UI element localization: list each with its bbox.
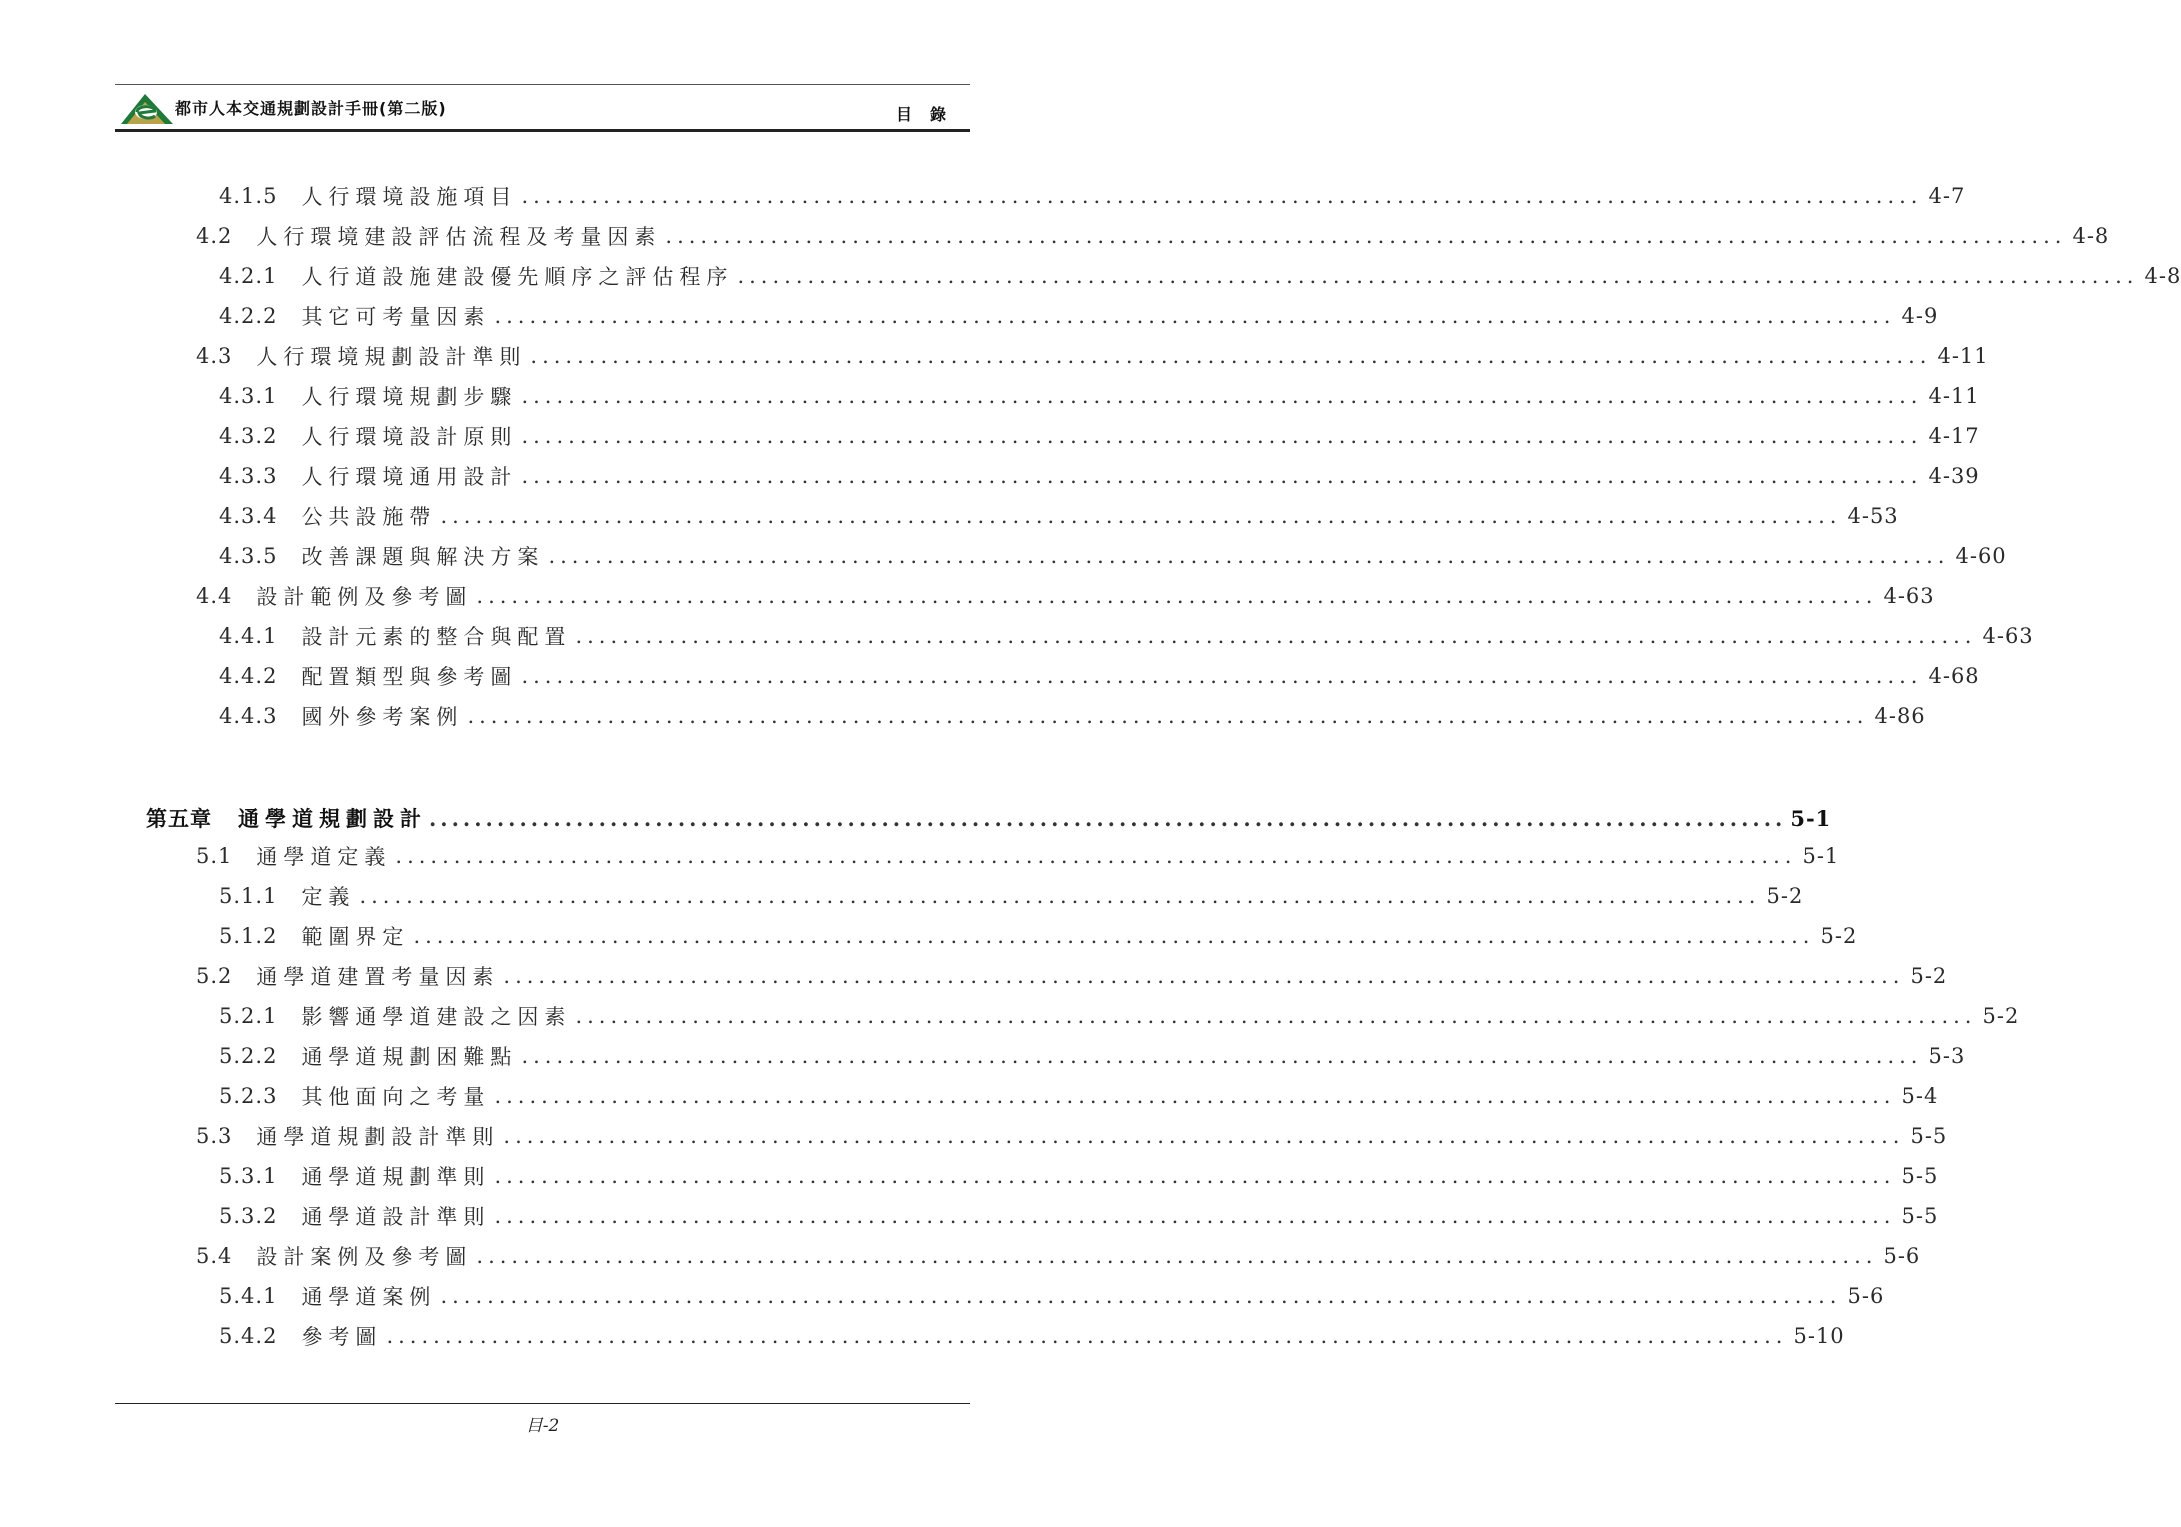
toc-entry-title: 設計案例及參考圖 — [256, 1245, 473, 1269]
toc-entry-number: 4.4.1 — [219, 624, 278, 648]
toc-entry[interactable] — [219, 1200, 1939, 1232]
toc-entry-page: 4-7 — [1928, 184, 1966, 208]
toc-entry-title: 其它可考量因素 — [301, 305, 491, 329]
section-title: 目錄 — [895, 105, 964, 124]
toc-entry[interactable] — [219, 380, 1980, 412]
toc-entry-page: 5-2 — [1910, 964, 1948, 988]
toc-entry-page: 4-68 — [1928, 664, 1980, 688]
toc-entry-number: 4.2.2 — [219, 304, 278, 328]
footer-rule — [115, 1403, 970, 1404]
toc-entry-title: 配置類型與參考圖 — [301, 665, 518, 689]
toc-entry-page: 4-9 — [1901, 304, 1939, 328]
toc-entry-title: 通學道規劃設計 — [238, 806, 427, 831]
toc-entry-page: 4-11 — [1928, 384, 1980, 408]
toc-dot-leader: ........................................................................................................................ — [440, 504, 1842, 528]
toc-entry[interactable] — [219, 880, 1804, 912]
toc-entry-title: 人行環境規劃設計準則 — [256, 345, 527, 369]
toc-entry-page: 4-39 — [1928, 464, 1980, 488]
toc-entry-number: 5.3.1 — [219, 1164, 278, 1188]
toc-entry[interactable] — [219, 460, 1980, 492]
toc-entry-page: 4-53 — [1847, 504, 1899, 528]
toc-entry[interactable] — [196, 1120, 1948, 1152]
toc-dot-leader: ........................................................................................................................ — [521, 464, 1923, 488]
toc-entry-title: 改善課題與解決方案 — [301, 545, 545, 569]
toc-entry-title: 通學道規劃設計準則 — [256, 1125, 500, 1149]
toc-dot-leader: ........................................................................................................................ — [467, 704, 1869, 728]
header-top-rule — [115, 84, 970, 85]
toc-entry[interactable] — [219, 1000, 2020, 1032]
toc-entry-title: 人行環境設施項目 — [301, 185, 518, 209]
toc-entry-page: 4-8 — [2072, 224, 2110, 248]
toc-dot-leader: ........................................................................................................................ — [395, 844, 1797, 868]
toc-entry-page: 5-1 — [1790, 805, 1832, 831]
toc-entry-page: 4-63 — [1982, 624, 2034, 648]
toc-entry-number: 5.4.2 — [219, 1324, 278, 1348]
toc-entry-title: 人行環境規劃步驟 — [301, 385, 518, 409]
toc-entry-title: 通學道定義 — [256, 845, 392, 869]
toc-entry-page: 4-86 — [1874, 704, 1926, 728]
toc-entry[interactable] — [219, 260, 2181, 292]
toc-entry[interactable] — [219, 1040, 1966, 1072]
toc-entry-page: 5-10 — [1793, 1324, 1845, 1348]
toc-entry-number: 5.2.2 — [219, 1044, 278, 1068]
toc-entry-title: 人行環境設計原則 — [301, 425, 518, 449]
toc-dot-leader: ........................................................................................................................ — [521, 184, 1923, 208]
toc-dot-leader: ........................................................................................................................ — [737, 264, 2139, 288]
toc-entry-page: 5-1 — [1802, 844, 1840, 868]
toc-dot-leader: ........................................................................................................................ — [521, 384, 1923, 408]
toc-entry[interactable] — [219, 540, 2007, 572]
toc-entry-number: 5.3 — [196, 1124, 233, 1148]
toc-entry-number: 4.4.2 — [219, 664, 278, 688]
toc-entry-number: 5.1 — [196, 844, 233, 868]
toc-dot-leader: ........................................................................................................................ — [548, 544, 1950, 568]
toc-dot-leader: ........................................................................................................................ — [476, 584, 1878, 608]
toc-entry-page: 4-11 — [1937, 344, 1989, 368]
toc-dot-leader: ........................................................................................................................ — [359, 884, 1761, 908]
toc-entry-title: 國外參考案例 — [301, 705, 464, 729]
toc-dot-leader: ........................................................................................................................ — [386, 1324, 1788, 1348]
handbook-title: 都市人本交通規劃設計手冊(第二版) — [175, 99, 447, 118]
toc-entry-title: 人行環境建設評估流程及考量因素 — [256, 225, 662, 249]
toc-entry[interactable] — [219, 700, 1926, 732]
toc-entry[interactable] — [219, 1160, 1939, 1192]
toc-entry-page: 4-63 — [1883, 584, 1935, 608]
toc-entry-title: 通學道建置考量因素 — [256, 965, 500, 989]
toc-entry-number: 4.3.4 — [219, 504, 278, 528]
toc-dot-leader: ........................................................................................................................ — [575, 624, 1977, 648]
toc-entry-number: 5.3.2 — [219, 1204, 278, 1228]
toc-dot-leader: ........................................................................................................................ — [503, 1124, 1905, 1148]
toc-dot-leader: ........................................................................................................................ — [413, 924, 1815, 948]
toc-entry-title: 人行道設施建設優先順序之評估程序 — [301, 265, 734, 289]
page-number: 目-2 — [525, 1416, 560, 1436]
toc-entry-number: 5.2.3 — [219, 1084, 278, 1108]
toc-entry-number: 4.2.1 — [219, 264, 278, 288]
toc-entry-page: 5-2 — [1982, 1004, 2020, 1028]
toc-entry-number: 4.3.5 — [219, 544, 278, 568]
toc-entry-title: 設計元素的整合與配置 — [301, 625, 572, 649]
toc-entry[interactable] — [219, 1080, 1939, 1112]
toc-entry-page: 5-6 — [1883, 1244, 1921, 1268]
toc-entry-number: 4.2 — [196, 224, 233, 248]
toc-entry-title: 設計範例及參考圖 — [256, 585, 473, 609]
toc-entry-page: 5-5 — [1901, 1204, 1939, 1228]
toc-entry-title: 通學道設計準則 — [301, 1205, 491, 1229]
toc-entry[interactable] — [219, 1320, 1845, 1352]
toc-entry[interactable] — [196, 1240, 1921, 1272]
toc-entry[interactable] — [196, 840, 1840, 872]
handbook-logo-icon — [119, 90, 175, 126]
toc-dot-leader: ........................................................................................................................ — [521, 1044, 1923, 1068]
toc-entry-number: 4.3.1 — [219, 384, 278, 408]
toc-dot-leader: ........................................................................................................................ — [521, 424, 1923, 448]
toc-entry-number: 5.4.1 — [219, 1284, 278, 1308]
toc-dot-leader: ........................................................................................................................ — [494, 1204, 1896, 1228]
toc-dot-leader: ........................................................................................................................ — [521, 664, 1923, 688]
toc-dot-leader: ........................................................................................................................ — [476, 1244, 1878, 1268]
toc-entry-page: 5-5 — [1901, 1164, 1939, 1188]
toc-entry-number: 4.3.2 — [219, 424, 278, 448]
toc-entry-title: 通學道案例 — [301, 1285, 437, 1309]
toc-entry-number: 5.2.1 — [219, 1004, 278, 1028]
toc-entry-number: 5.1.2 — [219, 924, 278, 948]
toc-entry-title: 通學道規劃準則 — [301, 1165, 491, 1189]
toc-entry-title: 定義 — [301, 885, 356, 909]
toc-entry[interactable] — [146, 802, 1832, 834]
toc-entry[interactable] — [219, 420, 1980, 452]
toc-entry[interactable] — [196, 220, 2110, 252]
toc-entry[interactable] — [196, 580, 1935, 612]
toc-entry[interactable] — [196, 960, 1948, 992]
toc-entry-page: 4-17 — [1928, 424, 1980, 448]
toc-dot-leader: ........................................................................................................................ — [494, 1164, 1896, 1188]
toc-entry-number: 4.3.3 — [219, 464, 278, 488]
toc-entry-title: 通學道規劃困難點 — [301, 1045, 518, 1069]
toc-dot-leader: ........................................................................................................................ — [665, 224, 2067, 248]
header-bottom-rule — [115, 129, 970, 132]
toc-entry[interactable] — [196, 340, 1989, 372]
toc-entry-page: 5-4 — [1901, 1084, 1939, 1108]
toc-entry-page: 5-5 — [1910, 1124, 1948, 1148]
toc-dot-leader: ........................................................................................................................ — [429, 805, 1787, 831]
toc-dot-leader: ........................................................................................................................ — [503, 964, 1905, 988]
toc-entry[interactable] — [219, 300, 1939, 332]
toc-dot-leader: ........................................................................................................................ — [530, 344, 1932, 368]
toc-entry-page: 5-2 — [1820, 924, 1858, 948]
toc-entry[interactable] — [219, 660, 1980, 692]
toc-dot-leader: ........................................................................................................................ — [494, 304, 1896, 328]
toc-entry[interactable] — [219, 920, 1858, 952]
toc-entry-title: 範圍界定 — [301, 925, 410, 949]
toc-dot-leader: ........................................................................................................................ — [575, 1004, 1977, 1028]
toc-entry-page: 4-8 — [2144, 264, 2181, 288]
toc-entry[interactable] — [219, 180, 1966, 212]
toc-dot-leader: ........................................................................................................................ — [440, 1284, 1842, 1308]
toc-entry-number: 5.1.1 — [219, 884, 278, 908]
toc-entry[interactable] — [219, 500, 1899, 532]
toc-entry-number: 4.3 — [196, 344, 233, 368]
toc-entry-page: 5-6 — [1847, 1284, 1885, 1308]
toc-entry-number: 4.4 — [196, 584, 233, 608]
toc-entry-number: 5.2 — [196, 964, 233, 988]
toc-entry-number: 第五章 — [146, 806, 212, 831]
toc-entry-page: 4-60 — [1955, 544, 2007, 568]
toc-entry-number: 4.1.5 — [219, 184, 278, 208]
toc-entry-title: 影響通學道建設之因素 — [301, 1005, 572, 1029]
toc-entry-number: 4.4.3 — [219, 704, 278, 728]
toc-dot-leader: ........................................................................................................................ — [494, 1084, 1896, 1108]
toc-entry-page: 5-3 — [1928, 1044, 1966, 1068]
toc-entry-title: 參考圖 — [301, 1325, 383, 1349]
toc-entry[interactable] — [219, 1280, 1885, 1312]
toc-entry-page: 5-2 — [1766, 884, 1804, 908]
toc-entry-title: 其他面向之考量 — [301, 1085, 491, 1109]
toc-entry-title: 人行環境通用設計 — [301, 465, 518, 489]
toc-entry[interactable] — [219, 620, 2034, 652]
toc-entry-number: 5.4 — [196, 1244, 233, 1268]
toc-entry-title: 公共設施帶 — [301, 505, 437, 529]
page-header — [115, 84, 970, 132]
